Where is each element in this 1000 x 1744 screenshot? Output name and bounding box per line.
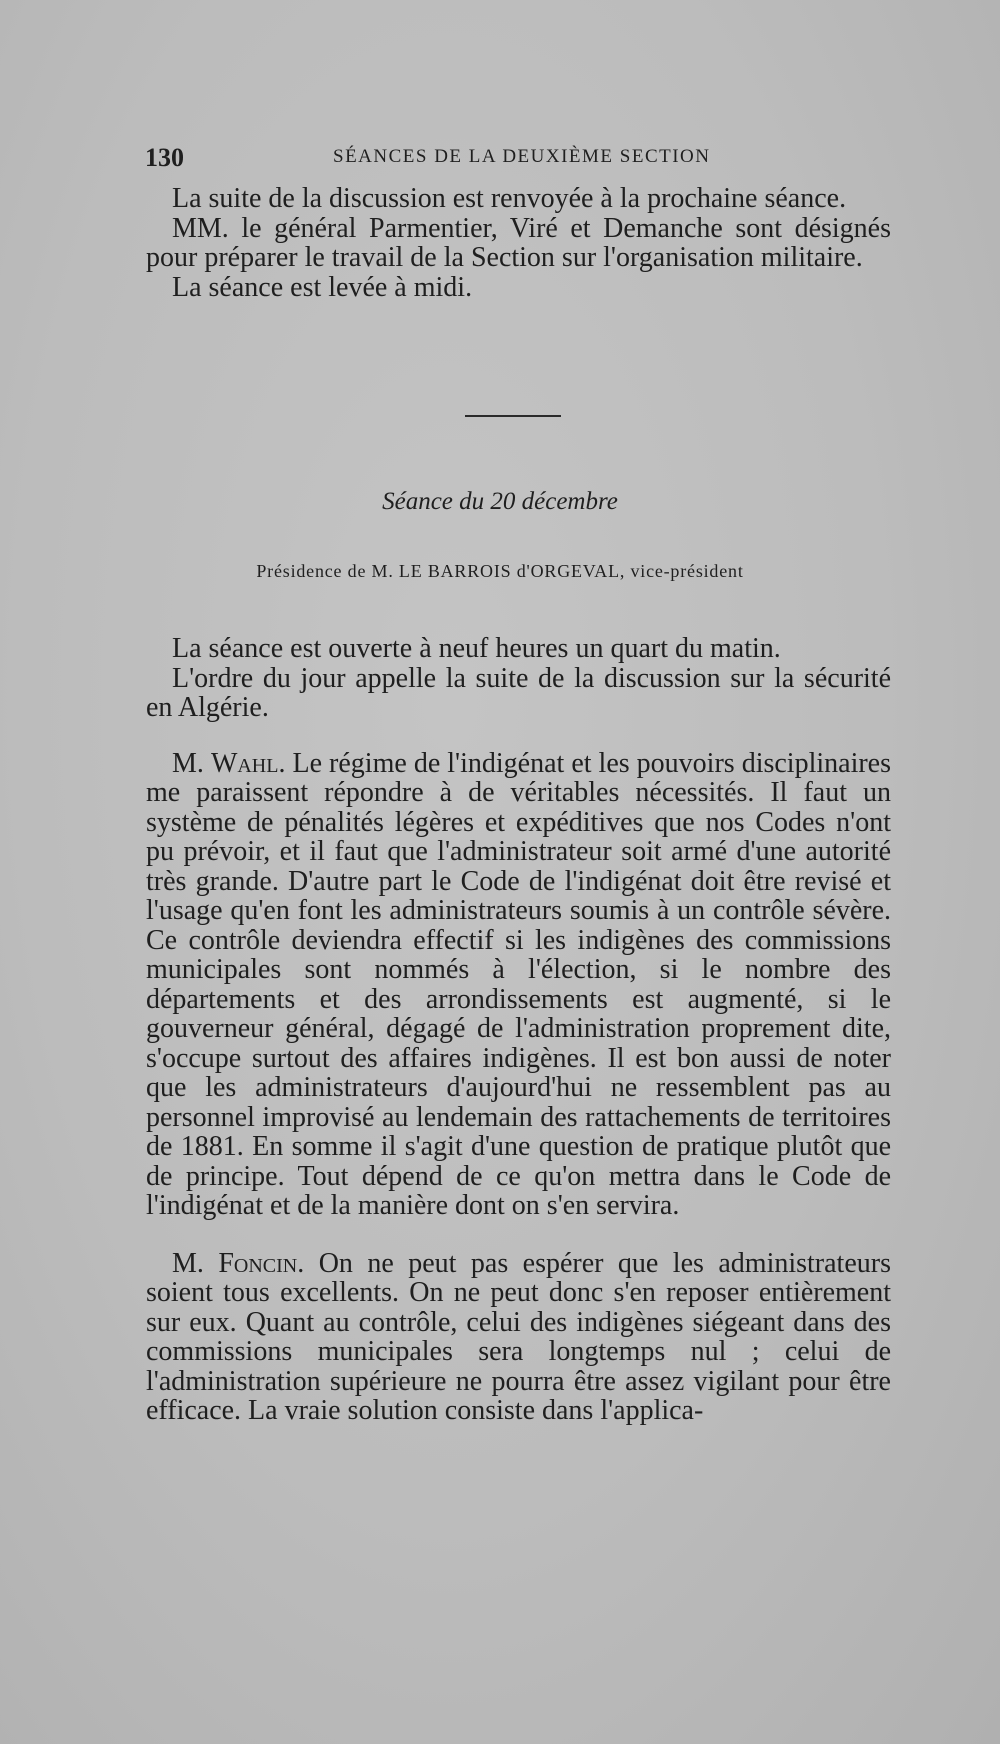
speech-paragraph: [146, 749, 891, 1221]
speech-text: . On ne peut pas espérer que les administrateurs soient tous excellents. On ne peut donc s'en reposer entièrement sur eux. Quant au contrôle, celui des indigènes siégeant dans des commissions municipales sera longtemps nul ; celui de l'administration supérieure ne pourra être assez vigilant pour être efficace. La vraie solution consiste dans l'applica-: [146, 1247, 891, 1426]
paragraph: La suite de la discussion est renvoyée à la prochaine séance.: [172, 183, 847, 214]
running-head: [145, 143, 897, 173]
presidency-line: Présidence de M. LE BARROIS d'ORGEVAL, vice-président: [256, 561, 744, 581]
paragraph: La séance est levée à midi.: [172, 271, 473, 303]
session-body: [146, 634, 891, 1426]
previous-session-end: [146, 184, 891, 302]
speaker-prefix: M.: [172, 747, 211, 779]
paragraph: L'ordre du jour appelle la suite de la discussion sur la sécurité en Algérie.: [146, 662, 891, 723]
speech-text: . Le régime de l'indigénat et les pouvoirs disciplinaires me paraissent répondre à de véritables nécessités. Il faut un système de pénalités légères et expéditives que nos Codes n'ont pu prévoir, et il faut que l'administrateur soit armé d'une autorité très grande. D'autre part le Code de l'indigénat doit être revisé et l'usage qu'en font les administrateurs soumis à un contrôle sévère. Ce contrôle deviendra effectif si les indigènes des commissions municipales sont nommés à l'élection, si le nombre des départements et des arrondissements est augmenté, si le gouverneur général, dégagé de l'administration proprement dite, s'occupe surtout des affaires indigènes. Il est bon aussi de noter que les administrateurs d'aujourd'hui ne ressemblent pas au personnel improvisé au lendemain des rattachements de territoires de 1881. En somme il s'agit d'une question de pratique plutôt que de principe. Tout dépend de ce qu'on mettra dans le Code de l'indigénat et de la manière dont on s'en servira.: [146, 747, 891, 1221]
separator-rule: [465, 415, 561, 417]
speaker-name: Foncin: [218, 1247, 298, 1279]
speaker-name: Wahl: [210, 747, 279, 779]
paragraph: MM. le général Parmentier, Viré et Demanche sont désignés pour préparer le travail de la Section sur l'organisation militaire.: [146, 212, 891, 273]
page-number: 130: [145, 143, 184, 172]
speech-paragraph: [146, 1249, 891, 1426]
section-title: SÉANCES DE LA DEUXIÈME SECTION: [333, 146, 711, 167]
paragraph: La séance est ouverte à neuf heures un quart du matin.: [172, 633, 781, 664]
speaker-prefix: M.: [172, 1247, 219, 1279]
session-title: Séance du 20 décembre: [382, 488, 618, 515]
